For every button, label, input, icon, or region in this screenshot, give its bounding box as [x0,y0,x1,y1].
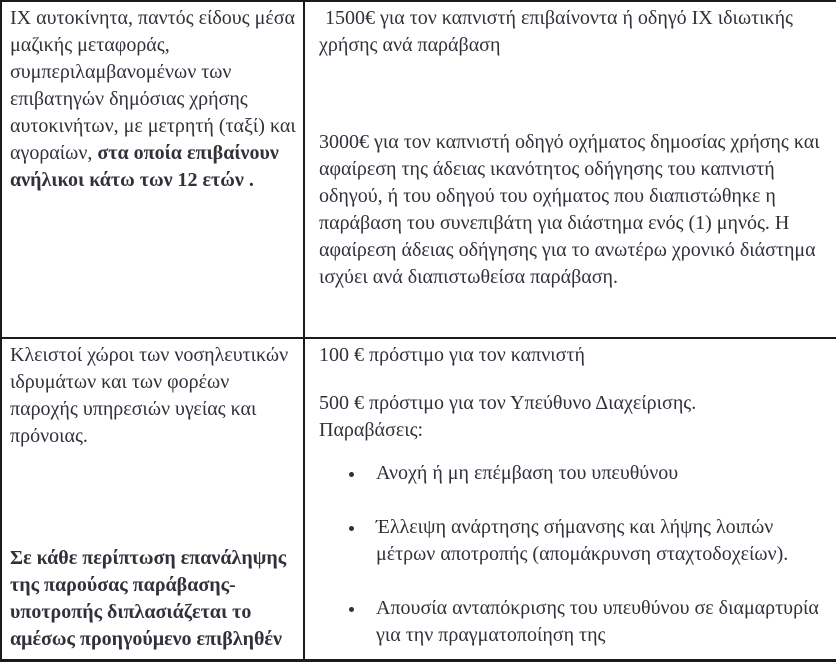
table-row-health-facilities [1,338,836,661]
violation-item-tolerance: • Ανοχή ή μη επέμβαση του υπευθύνου [366,460,826,487]
violation-item-signage: • Έλλειψη ανάρτησης σήμανσης και λήψης λοιπών μέτρων αποτροπής (απομάκρυνση σταχτοδοχείων). [366,514,826,568]
violations-heading: Παραβάσεις: [319,419,424,441]
violation-item-no-response: • Απουσία ανταπόκρισης του υπευθύνου σε διαμαρτυρία για την πραγματοποίηση της [366,595,826,649]
vehicles-place-bold-text: στα οποία επιβαίνουν ανήλικοι κάτω των 12 ετών . [10,142,279,191]
fine-3000-paragraph: 3000€ για τον καπνιστή οδηγό οχήματος δημοσίας χρήσης και αφαίρεση της άδειας ικανότητος οδήγησης του καπνιστή οδηγού, ή του οδηγού του οχήματος που διαπιστώθηκε η παράβαση του συνεπιβάτη για διάστημα ενός (1) μηνός. Η αφαίρεση άδειας οδήγησης για το ανωτέρω χρονικό διάστημα ισχύει ανά διαπιστωθείσα παράβαση. [319,131,820,288]
vehicles-place-text: ΙΧ αυτοκίνητα, παντός είδους μέσα μαζικής μεταφοράς, συμπεριλαμβανομένων των επιβατηγών δημόσιας χρήσης αυτοκινήτων, με μετρητή (ταξί) και αγοραίων, [10,7,296,164]
violations-list [319,460,826,649]
fine-100-line: 100 € πρόστιμο για τον καπνιστή [319,344,585,366]
cell-vehicles-fines [304,1,836,338]
health-place-text: Κλειστοί χώροι των νοσηλευτικών ιδρυμάτων και των φορέων παροχής υπηρεσιών υγείας και πρόνοιας. [10,344,289,447]
fine-500-line: 500 € πρόστιμο για τον Υπεύθυνο Διαχείρισης. [319,392,697,414]
cell-health-fines [304,338,836,661]
vehicles-place-paragraph [10,5,297,194]
cell-vehicles-place [1,1,304,338]
fine-1500-paragraph: 1500€ για τον καπνιστή επιβαίνοντα ή οδηγό ΙΧ ιδιωτικής χρήσης ανά παράβαση [319,7,793,56]
repeat-violation-bold-text: Σε κάθε περίπτωση επανάληψης της παρούσας παράβασης-υποτροπής διπλασιάζεται το αμέσως προηγούμενο επιβληθέν [10,547,287,650]
cell-health-place [1,338,304,661]
table-row-vehicles [1,1,836,338]
